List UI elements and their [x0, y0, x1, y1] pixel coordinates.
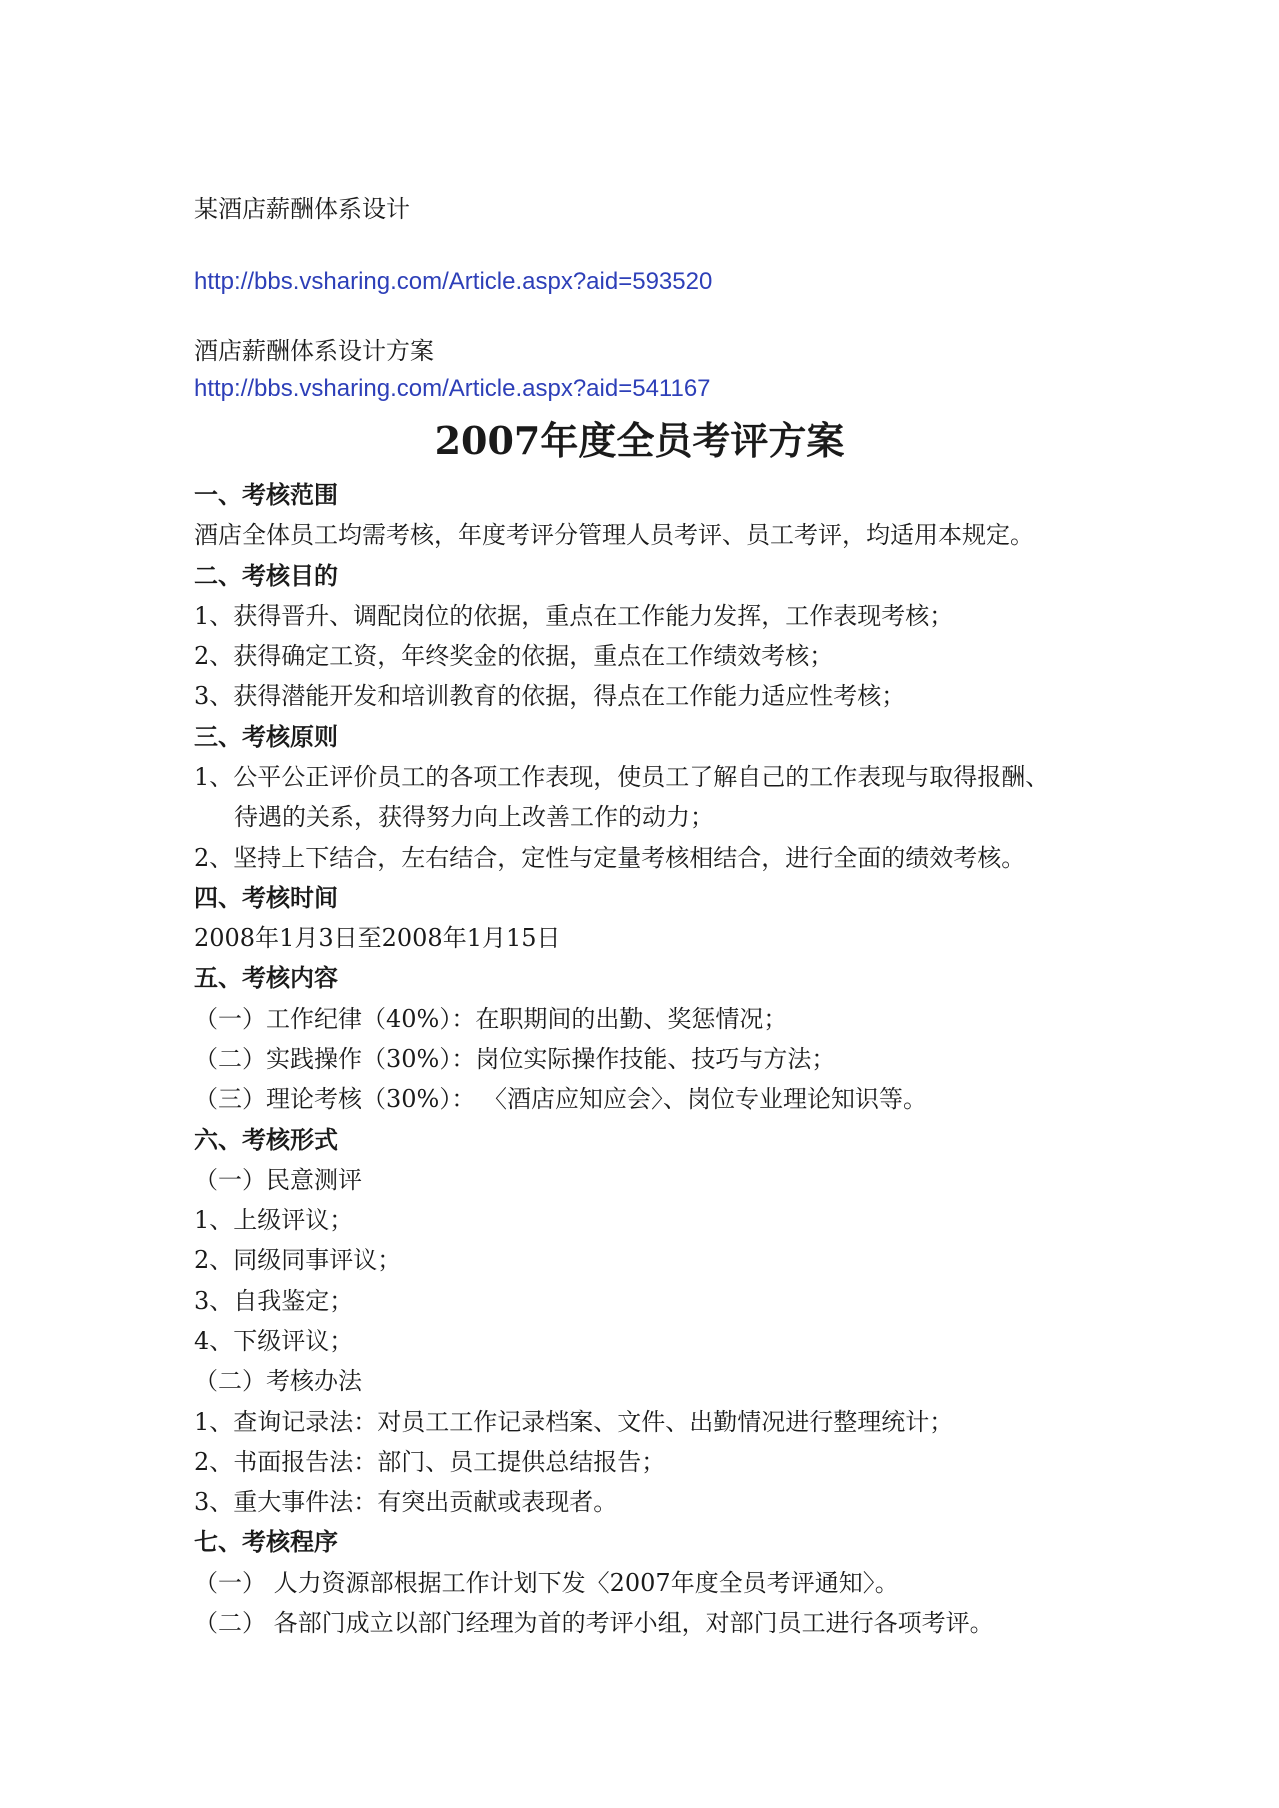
intro-title-2: 酒店薪酬体系设计方案 [194, 337, 434, 365]
section-2-item: 2、获得确定工资，年终奖金的依据，重点在工作绩效考核； [194, 642, 834, 670]
section-6-sub2-item: 3、重大事件法：有突出贡献或表现者。 [194, 1488, 618, 1516]
section-7-heading: 七、考核程序 [194, 1528, 338, 1556]
section-6-sub1-item: 2、同级同事评议； [194, 1246, 402, 1274]
section-7-item: （二） 各部门成立以部门经理为首的考评小组，对部门员工进行各项考评。 [194, 1609, 994, 1637]
section-3-item-2: 2、坚持上下结合，左右结合，定性与定量考核相结合，进行全面的绩效考核。 [194, 844, 1026, 872]
section-6-subheading-2: （二）考核办法 [194, 1367, 362, 1395]
intro-link-1[interactable]: http://bbs.vsharing.com/Article.aspx?aid=593520 [194, 268, 713, 295]
section-7-item: （一） 人力资源部根据工作计划下发〈2007年度全员考评通知〉。 [194, 1569, 899, 1597]
section-6-sub2-item: 2、书面报告法：部门、员工提供总结报告； [194, 1448, 666, 1476]
section-5-item: （三）理论考核（30%）： 〈酒店应知应会〉、岗位专业理论知识等。 [194, 1085, 927, 1113]
section-2-item: 3、获得潜能开发和培训教育的依据，得点在工作能力适应性考核； [194, 682, 906, 710]
section-4-heading: 四、考核时间 [194, 884, 338, 912]
intro-link-2-row [194, 373, 711, 404]
section-3-item-1b: 待遇的关系，获得努力向上改善工作的动力； [234, 803, 714, 831]
section-1-heading: 一、考核范围 [194, 481, 338, 509]
section-5-item: （一）工作纪律（40%）：在职期间的出勤、奖惩情况； [194, 1005, 788, 1033]
section-2-item: 1、获得晋升、调配岗位的依据，重点在工作能力发挥，工作表现考核； [194, 602, 954, 630]
section-3-item-1a: 1、公平公正评价员工的各项工作表现，使员工了解自己的工作表现与取得报酬、 [194, 763, 1050, 791]
section-6-sub1-item: 1、上级评议； [194, 1206, 354, 1234]
intro-title-1: 某酒店薪酬体系设计 [194, 195, 410, 223]
section-3-heading: 三、考核原则 [194, 723, 338, 751]
section-1-text: 酒店全体员工均需考核，年度考评分管理人员考评、员工考评，均适用本规定。 [194, 521, 1034, 549]
document-title: 2007年度全员考评方案 [434, 418, 845, 463]
section-4-text: 2008年1月3日至2008年1月15日 [194, 924, 561, 952]
intro-link-1-row [194, 266, 712, 297]
section-6-subheading-1: （一）民意测评 [194, 1166, 362, 1194]
section-6-sub1-item: 3、自我鉴定； [194, 1287, 354, 1315]
section-6-heading: 六、考核形式 [194, 1126, 338, 1154]
section-2-heading: 二、考核目的 [194, 562, 338, 590]
intro-link-2[interactable]: http://bbs.vsharing.com/Article.aspx?aid=541167 [194, 375, 711, 402]
section-5-heading: 五、考核内容 [194, 964, 338, 992]
section-5-item: （二）实践操作（30%）：岗位实际操作技能、技巧与方法； [194, 1045, 836, 1073]
section-6-sub1-item: 4、下级评议； [194, 1327, 354, 1355]
section-6-sub2-item: 1、查询记录法：对员工工作记录档案、文件、出勤情况进行整理统计； [194, 1408, 954, 1436]
